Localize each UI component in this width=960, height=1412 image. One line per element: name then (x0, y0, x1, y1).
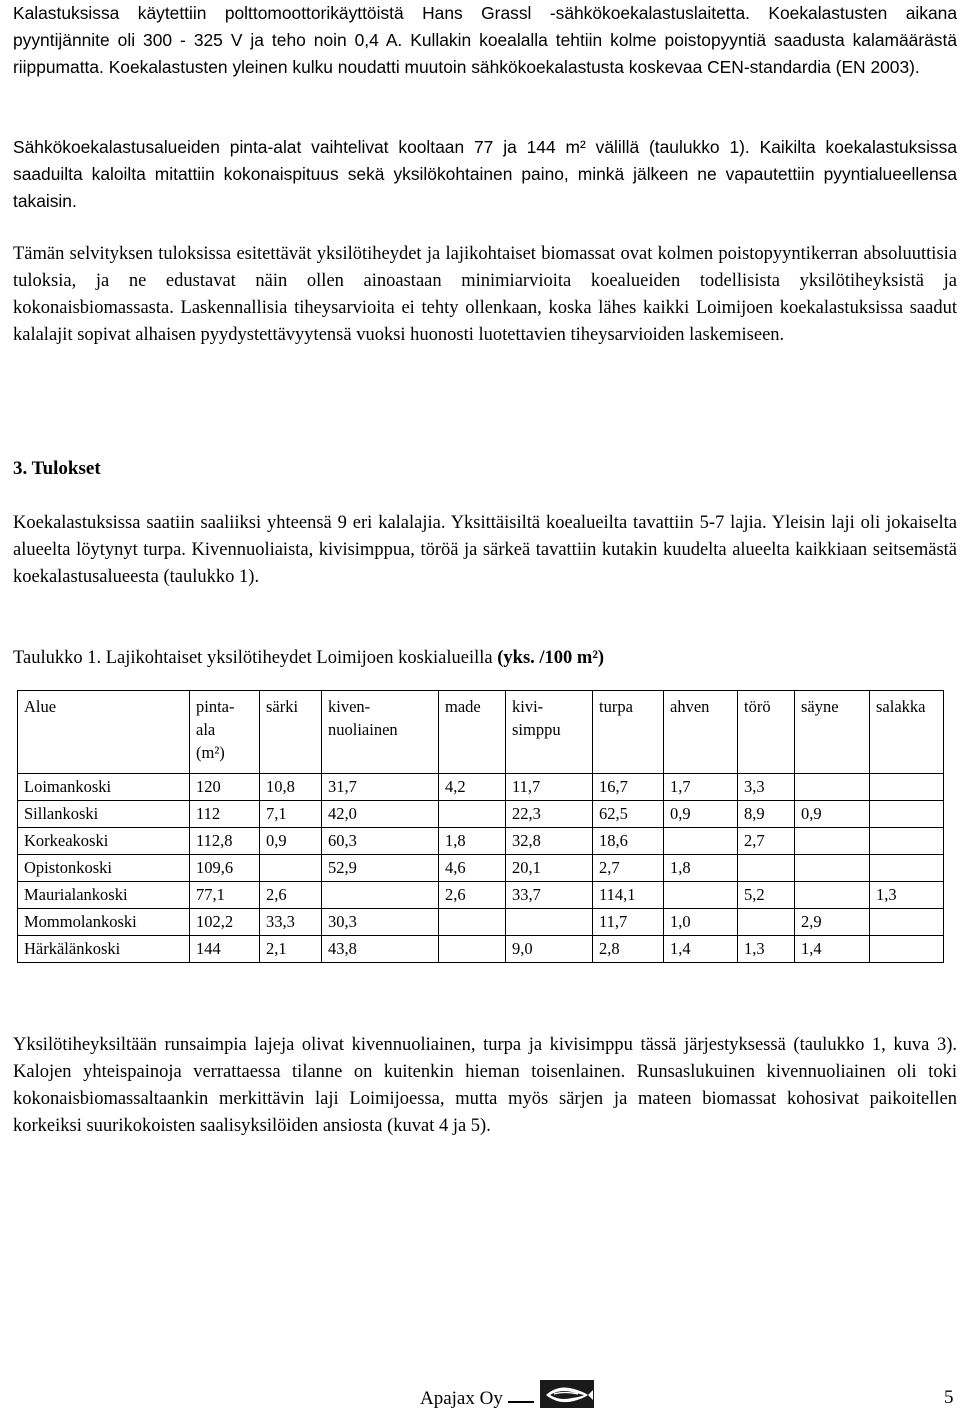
summary-paragraph: Yksilötiheyksiltään runsaimpia lajeja olivat kivennuoliainen, turpa ja kivisimppu tässä järjestyksessä (taulukko 1, kuva 3). Kalojen yhteispainoja verrattaessa tilanne on kuitenkin hieman toisenlainen. Runsaslukuinen kivennuoliainen oli toki kokonaisbiomassaltaankin merkittävin laji Loimijoessa, mutta myös särjen ja mateen biomassat kohosivat paikoitellen korkeiksi suurikokoisten saalisyksilöiden ansiosta (kuvat 4 ja 5). (13, 1035, 957, 1136)
table-cell: 2,7 (738, 828, 795, 855)
table-cell (870, 909, 944, 936)
table-header-cell: pinta- ala (m²) (190, 691, 260, 774)
table-cell: 18,6 (593, 828, 664, 855)
table-caption-unit: (yks. /100 m²) (497, 648, 605, 668)
table-cell (795, 882, 870, 909)
table-cell: 1,3 (870, 882, 944, 909)
table-cell: 1,3 (738, 936, 795, 963)
table-cell: 32,8 (506, 828, 593, 855)
table-cell: 4,6 (439, 855, 506, 882)
table-cell: 1,4 (795, 936, 870, 963)
table-row-label: Mommolankoski (18, 909, 190, 936)
table-cell: 31,7 (322, 774, 439, 801)
species-density-table (17, 690, 944, 963)
results-paragraph: Koekalastuksissa saatiin saaliiksi yhteensä 9 eri kalalajia. Yksittäisiltä koealueilta tavattiin 5-7 lajia. Yleisin laji oli jokaiselta alueelta löytynyt turpa. Kivennuoliaista, kivisimppua, töröä ja särkeä tavattiin kutakin kuudelta alueelta kaikkiaan seitsemästä koekalastusalueesta (taulukko 1). (13, 513, 957, 587)
table-cell: 5,2 (738, 882, 795, 909)
table-row (18, 774, 944, 801)
table-row-label: Härkälänkoski (18, 936, 190, 963)
table-cell (439, 801, 506, 828)
table-cell (870, 828, 944, 855)
table-row (18, 801, 944, 828)
table-row (18, 828, 944, 855)
table-cell: 2,1 (260, 936, 322, 963)
table-cell: 60,3 (322, 828, 439, 855)
table-cell: 144 (190, 936, 260, 963)
table-cell: 11,7 (506, 774, 593, 801)
table-cell: 9,0 (506, 936, 593, 963)
table-cell: 0,9 (260, 828, 322, 855)
table-cell: 43,8 (322, 936, 439, 963)
table-cell: 2,7 (593, 855, 664, 882)
table-cell: 0,9 (664, 801, 738, 828)
table-cell (664, 828, 738, 855)
table-header-cell: ahven (664, 691, 738, 774)
methods-paragraph: Kalastuksissa käytettiin polttomoottorikäyttöistä Hans Grassl -sähkökoekalastuslaitetta. Koekalastusten aikana pyyntijännite oli 300 - 325 V ja teho noin 0,4 A. Kullakin koealalla tehtiin kolme poistopyyntiä saadusta kalamäärästä riippumatta. Koekalastusten yleinen kulku noudatti muutoin sähkökoekalastusta koskevaa CEN-standardia (EN 2003). (13, 3, 957, 77)
section-heading: 3. Tulokset (13, 458, 101, 479)
table-cell: 30,3 (322, 909, 439, 936)
table-cell (870, 855, 944, 882)
table-row (18, 909, 944, 936)
table-cell: 62,5 (593, 801, 664, 828)
table-row-label: Maurialankoski (18, 882, 190, 909)
table-cell: 77,1 (190, 882, 260, 909)
table-row-label: Sillankoski (18, 801, 190, 828)
table-cell (260, 855, 322, 882)
table-cell (795, 828, 870, 855)
page-number: 5 (944, 1387, 954, 1408)
table-cell (870, 801, 944, 828)
table-cell: 109,6 (190, 855, 260, 882)
table-row (18, 855, 944, 882)
table-cell: 112,8 (190, 828, 260, 855)
table-cell: 52,9 (322, 855, 439, 882)
table-cell (795, 855, 870, 882)
density-paragraph: Tämän selvityksen tuloksissa esitettävät yksilötiheydet ja lajikohtaiset biomassat ovat kolmen poistopyyntikerran absoluuttisia tuloksia, ja ne edustavat näin ollen ainoastaan minimiarvioita koealueiden todellisista yksilötiheyksistä ja kokonaisbiomassasta. Laskennallisia tiheysarvioita ei tehty ollenkaan, koska lähes kaikki Loimijoen koekalastuksissa saadut kalalajit sopivat alhaisen pyydystettävyytensä vuoksi huonosti luotettavien tiheysarvioiden laskemiseen. (13, 244, 957, 345)
table-cell: 7,1 (260, 801, 322, 828)
table-header-cell: made (439, 691, 506, 774)
table-cell (738, 909, 795, 936)
table-header-cell: turpa (593, 691, 664, 774)
table-caption (13, 648, 604, 669)
company-name: Apajax Oy (420, 1388, 503, 1409)
table-header-cell: salakka (870, 691, 944, 774)
table-cell (795, 774, 870, 801)
table-cell (506, 909, 593, 936)
table-cell (870, 936, 944, 963)
table-cell: 1,8 (664, 855, 738, 882)
table-cell (870, 774, 944, 801)
table-header-cell: Alue (18, 691, 190, 774)
table-row (18, 936, 944, 963)
table-cell: 2,6 (260, 882, 322, 909)
table-cell (664, 882, 738, 909)
table-cell: 3,3 (738, 774, 795, 801)
table-cell: 1,0 (664, 909, 738, 936)
table-header-cell: kivi- simppu (506, 691, 593, 774)
table-row (18, 882, 944, 909)
table-row-label: Korkeakoski (18, 828, 190, 855)
table-cell (322, 882, 439, 909)
fish-logo-icon (540, 1380, 594, 1408)
table-cell: 4,2 (439, 774, 506, 801)
page-footer (420, 1380, 960, 1412)
table-header-cell: törö (738, 691, 795, 774)
table-cell: 1,8 (439, 828, 506, 855)
table-header-cell: särki (260, 691, 322, 774)
table-cell: 120 (190, 774, 260, 801)
table-cell: 22,3 (506, 801, 593, 828)
table-cell: 42,0 (322, 801, 439, 828)
table-header-row (18, 691, 944, 774)
table-header-cell: säyne (795, 691, 870, 774)
footer-rule (508, 1401, 534, 1403)
table-cell: 112 (190, 801, 260, 828)
table-caption-text: Taulukko 1. Lajikohtaiset yksilötiheydet Loimijoen koskialueilla (13, 648, 498, 668)
table-cell: 2,8 (593, 936, 664, 963)
table-cell: 1,4 (664, 936, 738, 963)
table-cell: 2,6 (439, 882, 506, 909)
table-row-label: Opistonkoski (18, 855, 190, 882)
table-cell: 114,1 (593, 882, 664, 909)
table-cell (439, 936, 506, 963)
table-cell: 10,8 (260, 774, 322, 801)
table-row-label: Loimankoski (18, 774, 190, 801)
table-cell: 2,9 (795, 909, 870, 936)
table-cell: 11,7 (593, 909, 664, 936)
area-paragraph: Sähkökoekalastusalueiden pinta-alat vaihtelivat kooltaan 77 ja 144 m² välillä (taulukko 1). Kaikilta koekalastuksissa saaduilta kaloilta mitattiin kokonaispituus sekä yksilökohtainen paino, minkä jälkeen ne vapautettiin pyyntialueellensa takaisin. (13, 137, 957, 211)
table-cell: 8,9 (738, 801, 795, 828)
table-cell (439, 909, 506, 936)
table-cell: 16,7 (593, 774, 664, 801)
table-cell (738, 855, 795, 882)
table-cell: 0,9 (795, 801, 870, 828)
table-cell: 20,1 (506, 855, 593, 882)
table-cell: 1,7 (664, 774, 738, 801)
table-cell: 33,3 (260, 909, 322, 936)
table-cell: 33,7 (506, 882, 593, 909)
table-header-cell: kiven- nuoliainen (322, 691, 439, 774)
table-cell: 102,2 (190, 909, 260, 936)
